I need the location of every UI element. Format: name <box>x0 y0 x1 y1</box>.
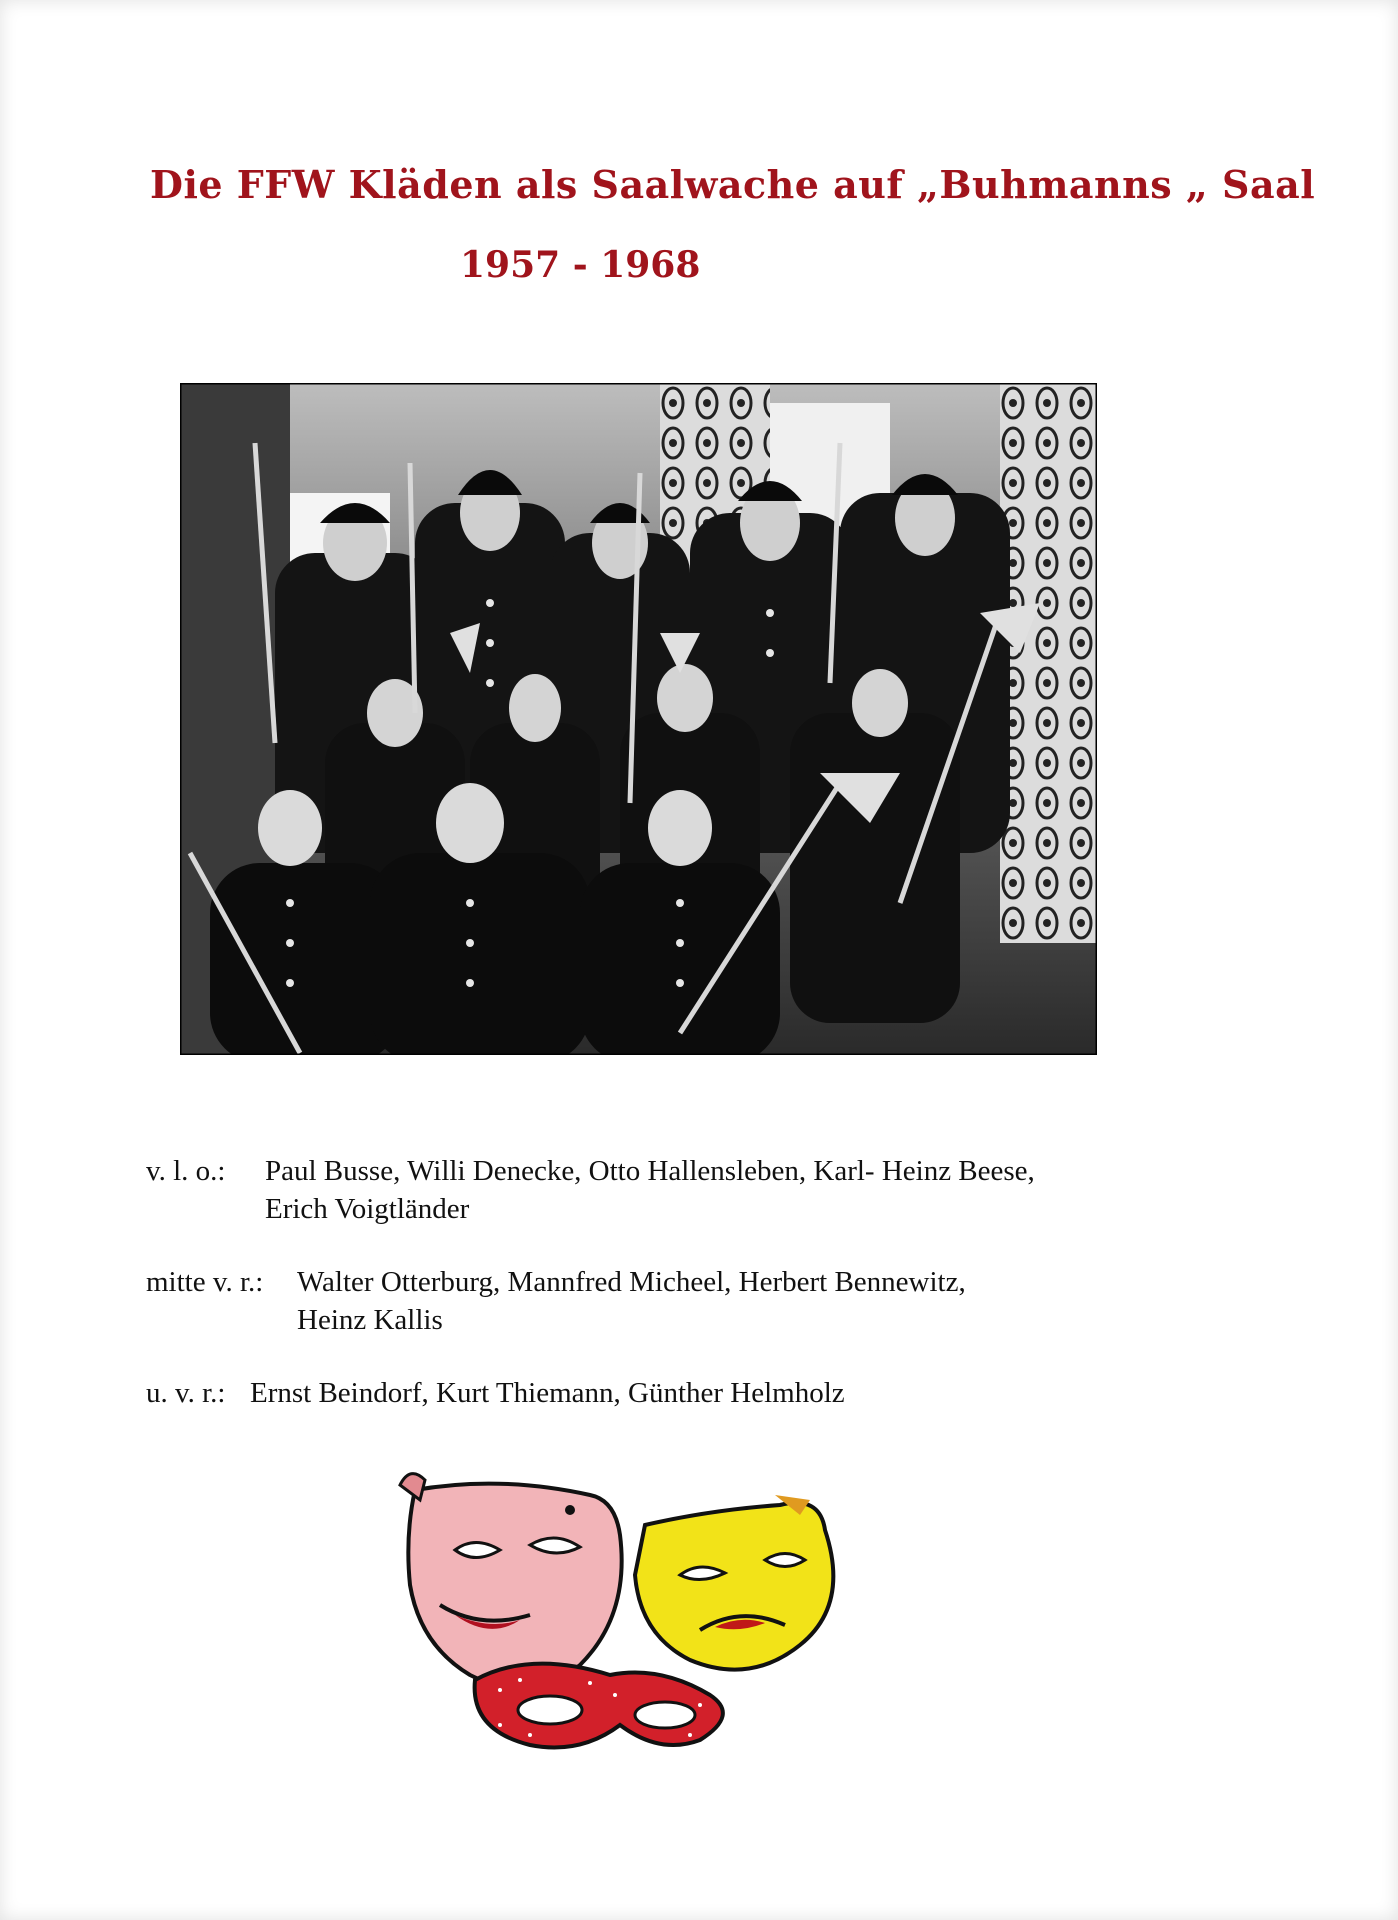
caption-bottom-row-label: u. v. r.: <box>146 1377 226 1409</box>
caption-top-row-label: v. l. o.: <box>146 1155 226 1187</box>
caption-middle-row-line1: Walter Otterburg, Mannfred Micheel, Herbert Bennewitz, <box>297 1266 966 1298</box>
caption-top-row <box>146 1152 1186 1232</box>
caption-top-row-line1: Paul Busse, Willi Denecke, Otto Hallensleben, Karl- Heinz Beese, <box>265 1155 1035 1187</box>
caption-bottom-row-line1: Ernst Beindorf, Kurt Thiemann, Günther Helmholz <box>250 1377 845 1409</box>
caption-top-row-line2: Erich Voigtländer <box>265 1193 470 1225</box>
caption-bottom-row <box>146 1374 1186 1414</box>
page-title: Die FFW Kläden als Saalwache auf „Buhmanns „ Saal <box>150 162 1316 207</box>
group-photo <box>180 383 1097 1055</box>
carnival-masks-icon <box>380 1455 940 1755</box>
caption-middle-row-label: mitte v. r.: <box>146 1266 264 1298</box>
caption-middle-row <box>146 1263 1186 1343</box>
carnival-masks <box>380 1455 940 1755</box>
group-photo-icon <box>180 383 1097 1055</box>
caption-middle-row-line2: Heinz Kallis <box>297 1304 443 1336</box>
page-years: 1957 - 1968 <box>460 244 701 286</box>
